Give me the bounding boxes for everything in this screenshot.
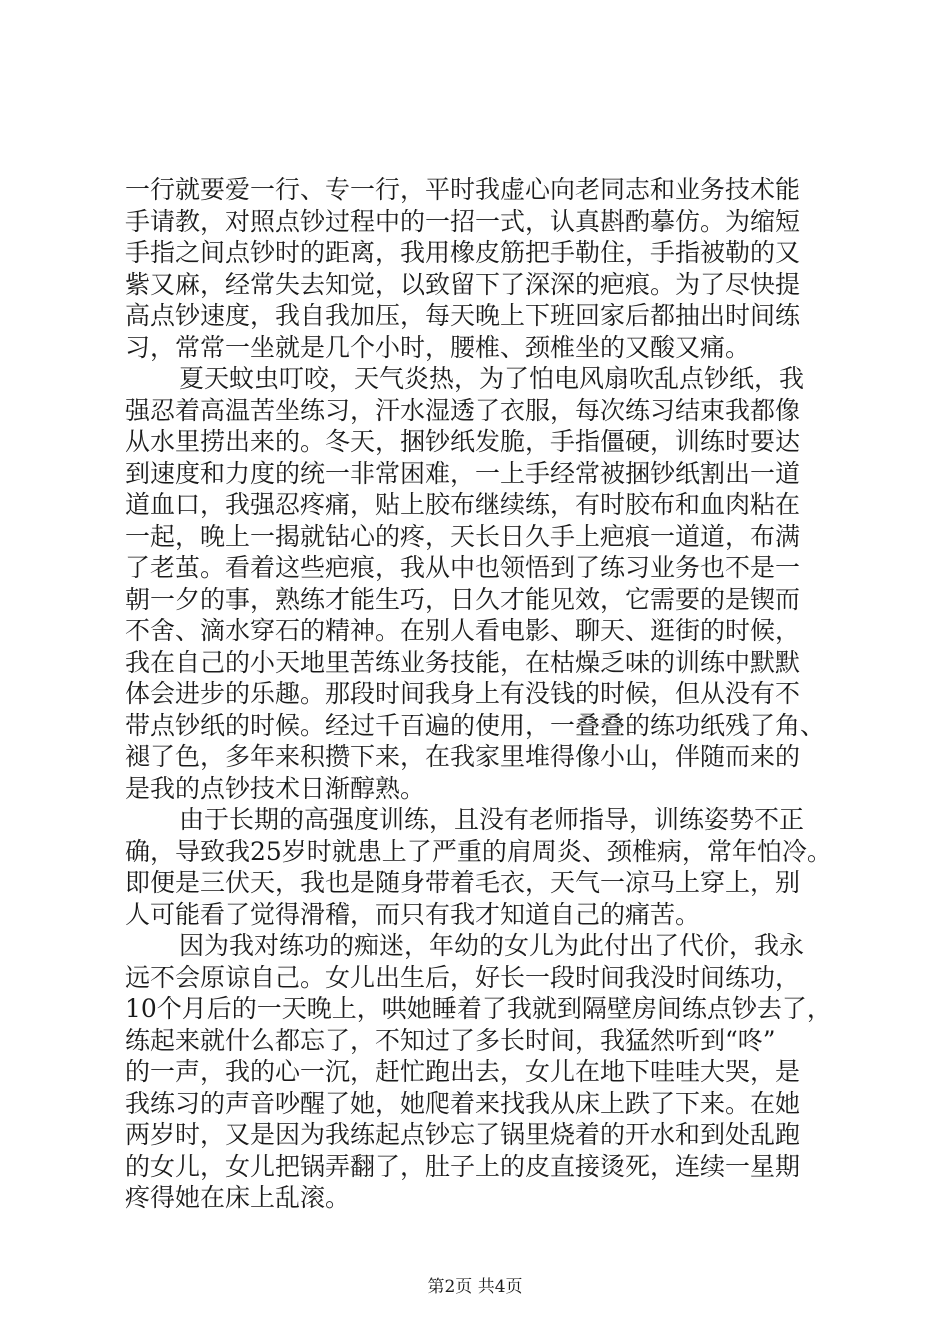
- text-line: 即便是三伏天，我也是随身带着毛衣，天气一凉马上穿上，别: [125, 868, 801, 897]
- text-line: 一行就要爱一行、专一行，平时我虚心向老同志和业务技术能: [125, 175, 801, 204]
- text-line: 褪了色，多年来积攒下来，在我家里堆得像小山，伴随而来的: [125, 742, 801, 771]
- text-line: 是我的点钞技术日渐醇熟。: [125, 773, 426, 803]
- text-line: 10个月后的一天晚上，哄她睡着了我就到隔壁房间练点钞去了，: [125, 994, 832, 1023]
- text-line: 一起，晚上一揭就钻心的疼，天长日久手上疤痕一道道，布满: [125, 521, 801, 551]
- text-line: 因为我对练功的痴迷，年幼的女儿为此付出了代价，我永: [179, 931, 805, 960]
- text-line: 手请教，对照点钞过程中的一招一式，认真斟酌摹仿。为缩短: [125, 206, 801, 236]
- text-line: 强忍着高温苦坐练习，汗水湿透了衣服，每次练习结束我都像: [125, 395, 801, 425]
- text-line: 我练习的声音吵醒了她，她爬着来找我从床上跌了下来。在她: [125, 1088, 801, 1118]
- text-line: 体会进步的乐趣。那段时间我身上有没钱的时候，但从没有不: [125, 679, 801, 708]
- text-line: 疼得她在床上乱滚。: [125, 1183, 351, 1212]
- text-line: 两岁时，又是因为我练起点钞忘了锅里烧着的开水和到处乱跑: [125, 1120, 801, 1149]
- body-text: [125, 174, 840, 1214]
- text-line: 手指之间点钞时的距离，我用橡皮筋把手勒住，手指被勒的又: [125, 238, 801, 267]
- text-line: 了老茧。看着这些疤痕，我从中也领悟到了练习业务也不是一: [125, 553, 801, 582]
- text-line: 练起来就什么都忘了，不知过了多长时间，我猛然听到“咚”: [125, 1025, 776, 1055]
- text-line: 不舍、滴水穿石的精神。在别人看电影、聊天、逛街的时候，: [125, 616, 801, 645]
- text-line: 朝一夕的事，熟练才能生巧，日久才能见效，它需要的是锲而: [125, 584, 801, 614]
- page-footer: 第2页 共4页: [427, 1277, 523, 1297]
- text-line: 人可能看了觉得滑稽，而只有我才知道自己的痛苦。: [125, 899, 701, 929]
- text-line: 由于长期的高强度训练，且没有老师指导，训练姿势不正: [179, 805, 805, 834]
- text-line: 习，常常一坐就是几个小时，腰椎、颈椎坐的又酸又痛。: [125, 332, 751, 362]
- text-line: 高点钞速度，我自我加压，每天晚上下班回家后都抽出时间练: [125, 301, 801, 330]
- text-line: 到速度和力度的统一非常困难，一上手经常被捆钞纸割出一道: [125, 458, 801, 488]
- text-line: 的女儿，女儿把锅弄翻了，肚子上的皮直接烫死，连续一星期: [125, 1151, 801, 1181]
- text-line: 夏天蚊虫叮咬，天气炎热，为了怕电风扇吹乱点钞纸，我: [179, 364, 805, 393]
- text-line: 的一声，我的心一沉，赶忙跑出去，女儿在地下哇哇大哭，是: [125, 1057, 801, 1086]
- text-line: 带点钞纸的时候。经过千百遍的使用，一叠叠的练功纸残了角、: [125, 710, 826, 740]
- text-line: 紫又麻，经常失去知觉，以致留下了深深的疤痕。为了尽快提: [125, 269, 801, 299]
- text-line: 确，导致我25岁时就患上了严重的肩周炎、颈椎病，常年怕冷。: [125, 836, 832, 866]
- text-line: 从水里捞出来的。冬天，捆钞纸发脆，手指僵硬，训练时要达: [125, 427, 801, 456]
- text-line: 道血口，我强忍疼痛，贴上胶布继续练，有时胶布和血肉粘在: [125, 490, 801, 519]
- text-line: 远不会原谅自己。女儿出生后，好长一段时间我没时间练功，: [125, 962, 801, 992]
- text-line: 我在自己的小天地里苦练业务技能，在枯燥乏味的训练中默默: [125, 647, 801, 677]
